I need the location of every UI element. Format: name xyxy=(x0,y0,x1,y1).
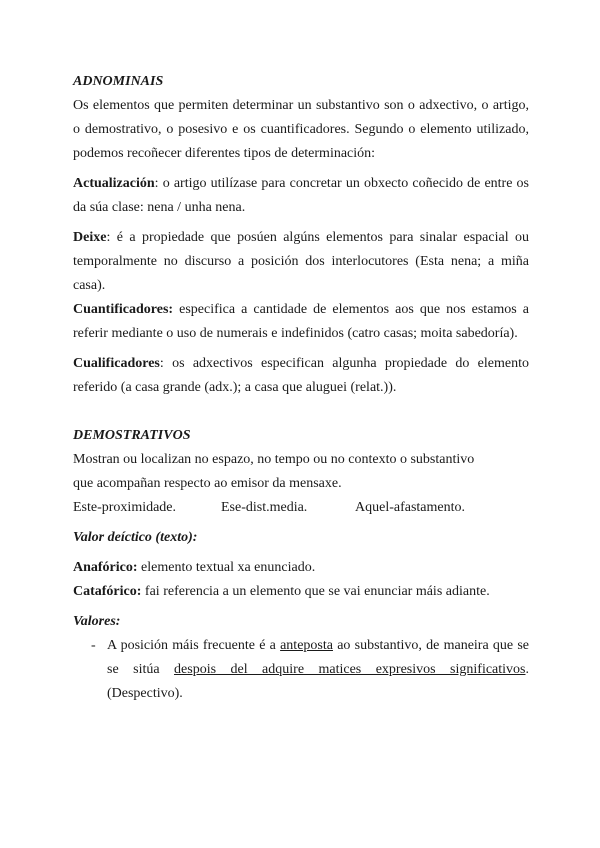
item-actualizacion xyxy=(73,172,529,220)
item-cuantificadores xyxy=(73,298,529,346)
definition: fai referencia a un elemento que se vai enunciar máis adiante. xyxy=(141,584,490,599)
demostrativos-line-1: Mostran ou localizan no espazo, no tempo ou no contexto o substantivo xyxy=(73,452,475,467)
definition: elemento textual xa enunciado. xyxy=(137,560,316,575)
text-part: ao substantivo, de maneira que se se sitúa xyxy=(107,638,530,677)
underlined-phrase: despois del adquire matices expresivos significativos xyxy=(174,662,526,677)
este-label: Este-proximidade. xyxy=(73,500,177,515)
list-item-text xyxy=(107,634,529,706)
definition: o artigo utilízase para concretar un obxecto coñecido de entre os da súa clase: nena / unha nena. xyxy=(73,176,530,215)
term: Actualización xyxy=(73,176,155,191)
distance-row xyxy=(73,496,529,520)
section-title-demostrativos: DEMOSTRATIVOS xyxy=(73,428,191,443)
definition: é a propiedade que posúen algúns elementos para sinalar espacial ou temporalmente no discurso a posición dos interlocutores (Esta nena; a miña casa). xyxy=(73,230,529,293)
separator: : xyxy=(154,176,163,191)
definition: especifica a cantidade de elementos aos que nos estamos a referir mediante o uso de numerais e indefinidos (catro casas; moita sabedoría). xyxy=(73,302,530,341)
definition: os adxectivos especifican algunha propiedade do elemento referido (a casa grande (adx.); a casa que aluguei (relat.)). xyxy=(73,356,529,395)
text-part: . (Despectivo). xyxy=(107,662,529,701)
intro-paragraph: Os elementos que permiten determinar un substantivo son o adxectivo, o artigo, o demostrativo, o posesivo e os cuantificadores. Segundo o elemento utilizado, podemos recoñecer diferentes tipos de determinación: xyxy=(73,98,529,161)
list-item xyxy=(73,634,529,706)
document-page xyxy=(73,70,529,706)
term: Anafórico: xyxy=(73,560,138,575)
term: Cuantificadores: xyxy=(73,302,174,317)
section-title-adnominais: ADNOMINAIS xyxy=(73,74,164,89)
bullet-dash: - xyxy=(91,638,96,653)
item-deixe xyxy=(73,226,529,298)
demostrativos-line-2: que acompañan respecto ao emisor da mensaxe. xyxy=(73,476,342,491)
term: Deixe xyxy=(73,230,107,245)
cataforico-line xyxy=(73,580,529,604)
subtitle-valor-deictico: Valor deíctico (texto): xyxy=(73,530,198,545)
aquel-label: Aquel-afastamento. xyxy=(355,500,466,515)
separator: : xyxy=(106,230,117,245)
anaforico-line xyxy=(73,556,529,580)
ese-label: Ese-dist.media. xyxy=(221,500,308,515)
separator: : xyxy=(159,356,173,371)
underlined-anteposta: anteposta xyxy=(280,638,333,653)
text-part: A posición máis frecuente é a xyxy=(107,638,281,653)
term: Catafórico: xyxy=(73,584,142,599)
term: Cualificadores xyxy=(73,356,160,371)
item-cualificadores xyxy=(73,352,529,400)
subtitle-valores: Valores: xyxy=(73,614,121,629)
